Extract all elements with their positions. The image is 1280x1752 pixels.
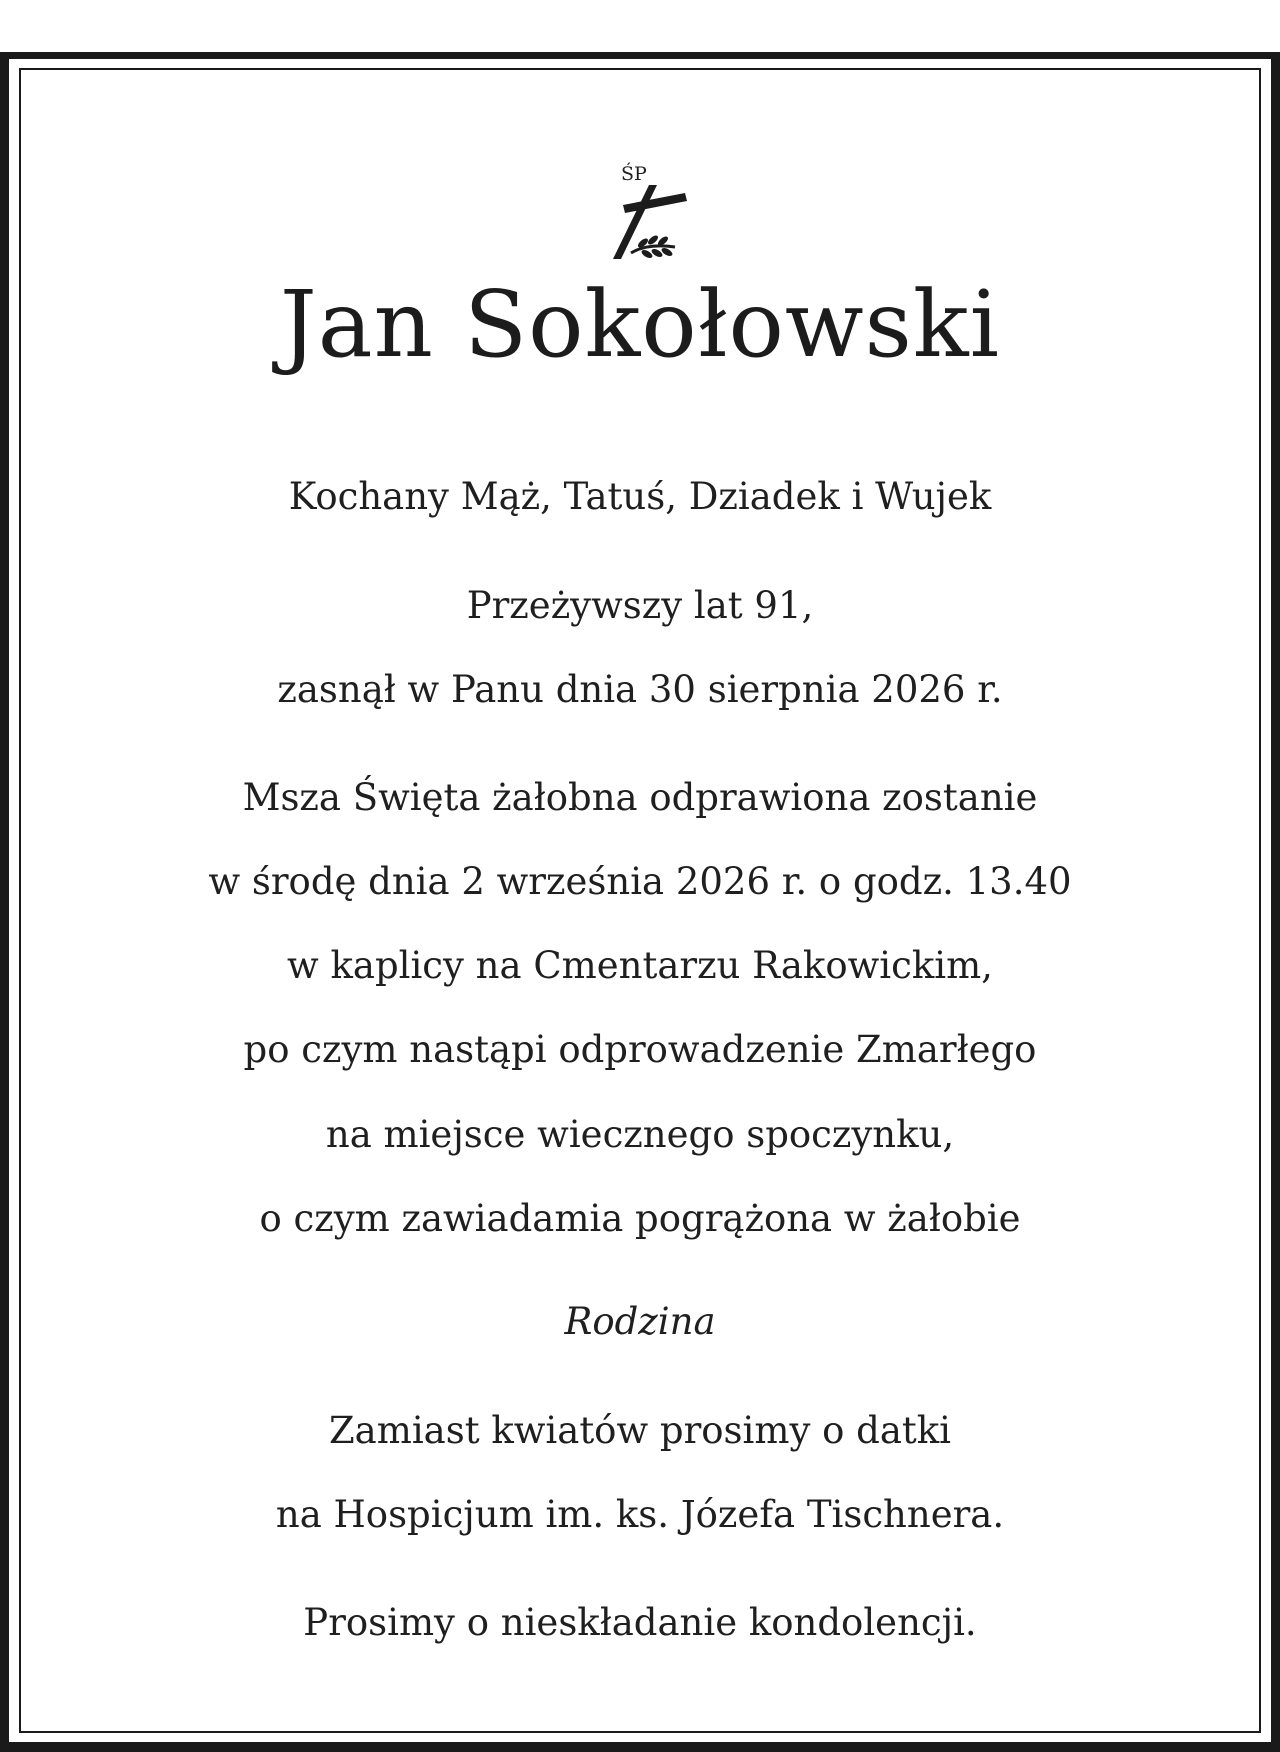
funeral-line: w środę dnia 2 września 2026 r. o godz. 13.40: [208, 860, 1072, 903]
age-line: Przeżywszy lat 91,: [466, 584, 814, 627]
relation-line: Kochany Mąż, Tatuś, Dziadek i Wujek: [288, 475, 992, 518]
outer-border-frame: [0, 52, 1280, 1752]
funeral-line: w kaplicy na Cmentarzu Rakowickim,: [287, 944, 993, 987]
header-symbol: [609, 163, 699, 273]
funeral-line: na miejsce wiecznego spoczynku,: [325, 1113, 955, 1156]
inner-border-frame: [19, 68, 1261, 1733]
donation-line: Zamiast kwiatów prosimy o datki: [328, 1409, 952, 1452]
funeral-line: o czym zawiadamia pogrążona w żałobie: [259, 1197, 1021, 1240]
family-signature: Rodzina: [564, 1300, 716, 1343]
funeral-line: Msza Święta żałobna odprawiona zostanie: [242, 776, 1038, 819]
sp-abbreviation: ŚP: [621, 163, 647, 185]
condolences-note: Prosimy o nieskładanie kondolencji.: [303, 1601, 977, 1644]
death-date-line: zasnął w Panu dnia 30 sierpnia 2026 r.: [277, 668, 1003, 711]
donation-line: na Hospicjum im. ks. Józefa Tischnera.: [275, 1493, 1005, 1536]
obituary-content: [21, 70, 1259, 1731]
cross-with-palm-branch-icon: [609, 163, 699, 273]
deceased-name: Jan Sokołowski: [279, 271, 1001, 378]
funeral-line: po czym nastąpi odprowadzenie Zmarłego: [243, 1028, 1037, 1071]
